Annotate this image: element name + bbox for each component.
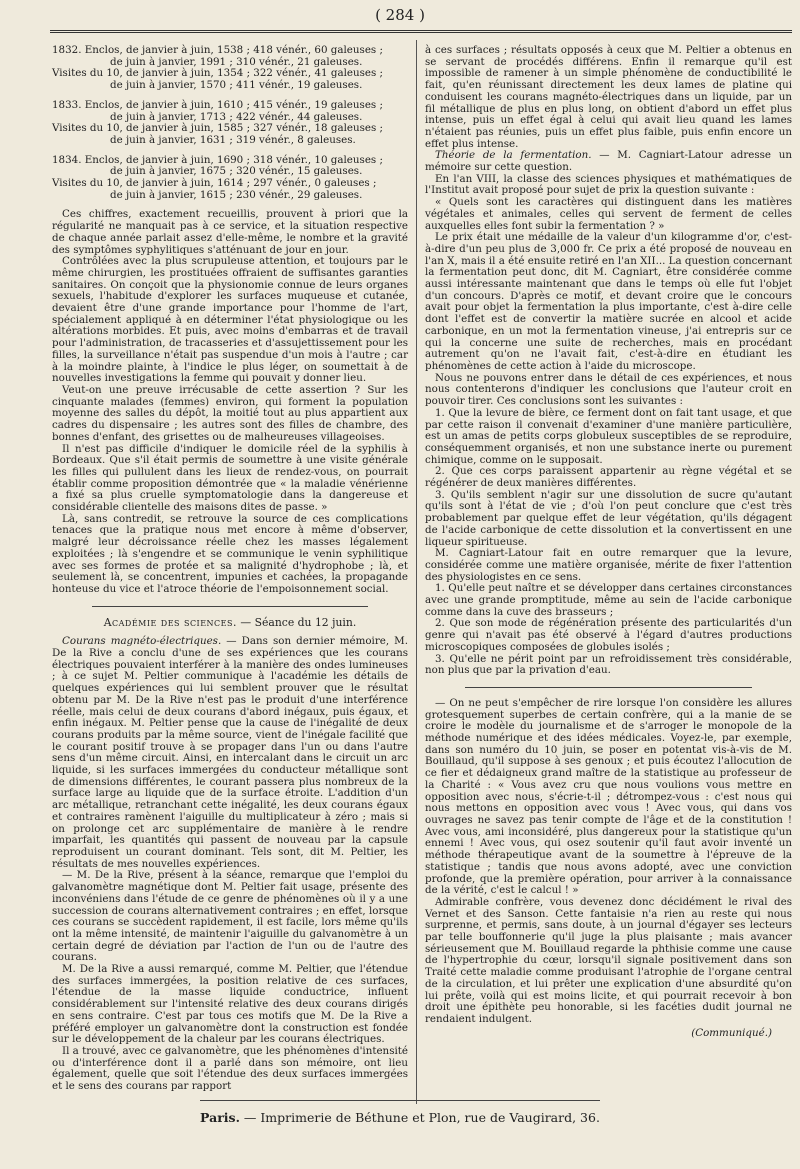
stat-text: de juin à janvier, 1713 ; 422 vénér., 44 galeuses. <box>110 110 363 123</box>
footer-city: Paris. <box>200 1110 240 1125</box>
section-divider <box>465 687 752 688</box>
paragraph: M. Cagniart-Latour fait en outre remarquer que la levure, considérée comme une matière organisée, mérite de fixer l'attention des physiologistes en ce sens. <box>425 547 792 583</box>
paragraph: à ces surfaces ; résultats opposés à ceux que M. Peltier a obtenus en se servant de procédés différens. Enfin il remarque qu'il est impossible de ramener à un simple phénomène de conductibilité le fait, qu'en réunissant directement les deux lames de platine qui conduisent les courans magnéto-électriques dans un liquide, par un fil métallique de plus en plus long, on obtient d'abord un effet plus intense, puis un effet égal à celui qui avait lieu quand les lames n'étaient pas réunies, puis un effet plus faible, puis enfin encore un effet plus intense. <box>425 44 792 150</box>
conclusions-list <box>425 408 792 548</box>
paragraph-text: — Dans son dernier mémoire, M. De la Rive a conclu d'une de ses expériences que les courans électriques pouvaient interférer à la manière des ondes lumineuses ; à ce sujet M. Peltier communique à l'académie les détails de quelques expériences qui lui semblent prouver que le résultat obtenu par M. De la Rive n'est pas le produit d'une interférence réelle, mais celui de deux courans d'abord inégaux, puis égaux, et enfin inégaux. M. Peltier pense que la cause de l'inégalité de deux courans produits par la même source, vient de l'inégale facilité que le courant positif trouve à se propager dans l'un ou dans l'autre sens d'un même circuit. Ainsi, en intercalant dans le circuit un arc liquide, si les surfaces immergées du conducteur métallique sont de dimensions différentes, le courant passera plus nombreux de la surface large au liquide que de la surface étroite. L'addition d'un arc métallique, retranchant cette inégalité, les deux courans égaux et contraires ramènent l'aiguille du multiplicateur à zéro ; mais si on prolonge cet arc supplémentaire de manière à le rendre imparfait, les quantités qui passent de nouveau par la capsule reproduisent un courant dominant. Tels sont, dit M. Peltier, les résultats de mes nouvelles expériences. <box>52 635 408 870</box>
paragraph: Là, sans contredit, se retrouve la source de ces complications tenaces que la pratique nous met encore à même d'observer, malgré leur décroissance réelle chez les masses légalement exploitées ; là s'engendre et se communique le venin syphilitique avec ses formes de protée et sa malignité d'hydrophobe ; là, et seulement là, se concentrent, impunies et cachées, la propagande honteuse du vice et l'atroce théorie de l'empoisonnement social. <box>52 512 408 595</box>
stat-text: Visites du 10, de janvier à juin, 1585 ; 327 vénér., 18 galeuses ; <box>52 122 384 135</box>
stat-text: 1832. Enclos, de janvier à juin, 1538 ; 418 vénér., 60 galeuses ; <box>52 44 383 56</box>
section-heading-date: — Séance du 12 juin. <box>236 615 357 629</box>
list-item: 1. Que la levure de bière, ce ferment dont on fait tant usage, et que par cette raison il convenait d'examiner d'une manière particulière, est un amas de petits corps globuleux susceptibles de se reproduire, conséquemment organisés, et non une substance inerte ou purement chimique, comme on le supposait. <box>425 406 792 466</box>
paragraph: — M. De la Rive, présent à la séance, remarque que l'emploi du galvanomètre magnétique dont M. Peltier fait usage, présente des inconvéniens dans l'étude de ce genre de phénomènes où il y a une succession de courans alternativement contraires ; en effet, lorsque ces courans se succèdent rapidement, il est facile, lors même qu'ils ont la même intensité, de maintenir l'aiguille du galvanomètre à un certain degré de déviation par l'action de l'un ou de l'autre des courans. <box>52 869 408 964</box>
list-item: 2. Que ces corps paraissent appartenir au règne végétal et se régénérer de deux manières différentes. <box>425 465 792 490</box>
right-column <box>425 45 792 1039</box>
stat-line <box>52 45 408 68</box>
stat-text: Visites du 10, de janvier à juin, 1354 ; 322 vénér., 41 galeuses ; <box>52 67 384 80</box>
statistics-block <box>52 45 408 201</box>
page-number: ( 284 ) <box>375 6 425 24</box>
footer-rule <box>200 1100 600 1101</box>
stat-text: de juin à janvier, 1570 ; 411 vénér., 19 galeuses. <box>110 79 363 92</box>
stat-text: de juin à janvier, 1991 ; 310 vénér., 21 galeuses. <box>110 55 363 68</box>
section-heading-caps: Académie des sciences. <box>103 615 237 629</box>
paragraph: Admirable confrère, vous devenez donc décidément le rival des Vernet et des Sanson. Cette fantaisie n'a rien au reste qui nous surprenne, et permis, sans doute, à un journal d'égayer ses lecteurs par telle bouffonnerie qu'il juge la plus plaisante ; mais avancer sérieusement que M. Bouillaud regarde la phthisie comme une cause de l'hypertrophie du cœur, lorsqu'il signale positivement dans son Traité cette maladie comme produisant l'atrophie de l'organe central de la circulation, et lui prêter une explication d'une absurdité qu'on lui prête, voilà qui est moins licite, et qui pourrait recevoir à bon droit une épithète peu honorable, si les facéties dudit journal ne rendaient indulgent. <box>425 895 792 1025</box>
paragraph: « Quels sont les caractères qui distinguent dans les matières végétales et animales, celles qui servent de ferment de celles auxquelles elles font subir la fermentation ? » <box>425 196 792 232</box>
signature: (Communiqué.) <box>691 1026 772 1039</box>
column-divider <box>416 40 417 1104</box>
paragraph: — On ne peut s'empêcher de rire lorsque l'on considère les allures grotesquement superbes de certain confrère, qui a la manie de se croire le modèle du journalisme et de s'arroger le monopole de la méthode numérique et des idées médicales. Voyez-le, par exemple, dans son numéro du 10 juin, se poser en potentat vis-à-vis de M. Bouillaud, qu'il suppose à ses genoux ; et puis écoutez l'allocution de ce fier et dédaigneux grand maître de la statistique au professeur de la Charité : « Vous avez cru que nous voulions vous mettre en opposition avec nous, s'écrie-t-il ; détrompez-vous : c'est nous qui nous mettons en opposition avec vous ! Avec vous, qui dans vos ouvrages ne savez pas tenir compte de l'âge et de la constitution ! Avec vous, ami inconsidéré, plus dangereux pour la statistique qu'un ennemi ! Avec vous, qui osez soutenir qu'il faut avoir inventé un méthode thérapeutique avant de la soumettre à l'épreuve de la statistique ; tandis que nous avons adopté, avec une conviction profonde, que la première opération, pour arriver à la connaissance de la vérité, c'est le calcul ! » <box>425 696 792 897</box>
top-rule <box>50 30 792 33</box>
list-item: 3. Qu'elle ne périt point par un refroidissement très considérable, non plus que par la privation d'eau. <box>425 652 792 677</box>
article-title: Courans magnéto-électriques. <box>62 635 222 648</box>
paragraph <box>52 636 408 870</box>
paragraph-text: — M. Cagniart-Latour adresse un mémoire sur cette question. <box>425 149 792 174</box>
stat-text: 1834. Enclos, de janvier à juin, 1690 ; 318 vénér., 10 galeuses ; <box>52 153 383 166</box>
imprint-footer <box>0 1110 800 1125</box>
article-title: Théorie de la fermentation. <box>435 149 592 162</box>
stat-line <box>52 178 408 201</box>
paragraph: Nous ne pouvons entrer dans le détail de ces expériences, et nous nous contenterons d'indiquer les conclusions que l'auteur croit en pouvoir tirer. Ces conclusions sont les suivantes : <box>425 371 792 408</box>
list-item: 1. Qu'elle peut naître et se développer dans certaines circonstances avec une grande promptitude, même au sein de l'acide carbonique comme dans la cuve des brasseurs ; <box>425 582 792 618</box>
paragraph: Il a trouvé, avec ce galvanomètre, que les phénomènes d'intensité ou d'interférence dont il a parlé dans son mémoire, ont lieu également, quelle que soit l'étendue des deux surfaces immergées et le sens des courans par rapport <box>52 1044 408 1093</box>
properties-list <box>425 583 792 677</box>
stat-text: Visites du 10, de janvier à juin, 1614 ; 297 vénér., 0 galeuses ; <box>52 177 377 190</box>
stat-text: de juin à janvier, 1675 ; 320 vénér., 15 galeuses. <box>110 165 363 178</box>
paragraph: Le prix était une médaille de la valeur d'un kilogramme d'or, c'est-à-dire d'un peu plus de 3,000 fr. Ce prix a été proposé de nouveau en l'an X, mais il a été ensuite retiré en l'an XII... La question concernant la fermentation peut donc, dit M. Cagniart, être considérée comme aussi intéressante maintenant que dans le temps où elle fut l'objet d'un concours. D'après ce motif, et devant croire que le concours avait pour objet la fermentation la plus importante, c'est à-dire celle dont l'effet est de convertir la matière sucrée en alcool et acide carbonique, en un mot la fermentation vineuse, j'ai entrepris sur ce qui la concerne une suite de recherches, mais en procédant autrement qu'on ne l'avait fait, c'est-à-dire en étudiant les phénomènes de cette action à l'aide du microscope. <box>425 231 792 372</box>
stat-line <box>52 100 408 123</box>
stat-line <box>52 155 408 178</box>
stat-line <box>52 123 408 146</box>
section-heading <box>52 617 408 629</box>
stat-text: de juin à janvier, 1631 ; 319 vénér., 8 galeuses. <box>110 133 356 146</box>
paragraph: Veut-on une preuve irrécusable de cette assertion ? Sur les cinquante malades (femmes) environ, qui forment la population moyenne des salles du dépôt, la moitié tout au plus appartient aux cadres du dispensaire ; les autres sont des filles de chambre, des bonnes d'enfant, des grisettes ou de malheureuses villageoises. <box>52 383 408 443</box>
paragraph: En l'an VIII, la classe des sciences physiques et mathématiques de l'Institut avait proposé pour sujet de prix la question suivante : <box>425 172 792 197</box>
paragraph <box>425 150 792 173</box>
stat-line <box>52 68 408 91</box>
section-divider <box>92 606 368 607</box>
footer-text: — Imprimerie de Béthune et Plon, rue de Vaugirard, 36. <box>239 1110 600 1125</box>
paragraph: Ces chiffres, exactement recueillis, prouvent à priori que la régularité ne manquait pas à ce service, et la situation respective de chaque année parlait assez d'elle-même, le nombre et la gravité des symptômes syphylitiques s'atténuant de jour en jour. <box>52 208 408 256</box>
stat-text: de juin à janvier, 1615 ; 230 vénér., 29 galeuses. <box>110 188 363 201</box>
paragraph: M. De la Rive a aussi remarqué, comme M. Peltier, que l'étendue des surfaces immergées, la position relative de ces surfaces, l'étendue de la masse liquide conductrice, influent considérablement sur l'intensité relative des deux courans dirigés en sens contraire. C'est par tous ces motifs que M. De la Rive a préféré employer un galvanomètre dont la construction est fondée sur le développement de la chaleur par les courans électriques. <box>52 963 408 1046</box>
paragraph: Contrôlées avec la plus scrupuleuse attention, et toujours par le même chirurgien, les prostituées offraient de suffisantes garanties sanitaires. On conçoit que la physionomie connue de leurs organes sexuels, l'habitude d'explorer les surfaces muqueuse et cutanée, devaient être d'une grande importance pour l'homme de l'art, spécialement appliqué à en déterminer l'état physiologique ou les altérations morbides. Et puis, avec moins d'embarras et de travail pour l'administration, de tracasseries et d'assujettissement pour les filles, la surveillance n'était pas suspendue d'un mois à l'autre ; car à la moindre plainte, à l'indice le plus léger, on soumettait à de nouvelles investigations la femme qui pouvait y donner lieu. <box>52 255 408 385</box>
paragraph: Il n'est pas difficile d'indiquer le domicile réel de la syphilis à Bordeaux. Que s'il était permis de soumettre à une visite générale les filles qui pullulent dans les lieux de rendez-vous, on pourrait établir comme proposition démontrée que « la maladie vénérienne a fixé sa plus cruelle symptomatologie dans la dangereuse et considérable clientelle des maisons dites de passe. » <box>52 442 408 514</box>
list-item: 3. Qu'ils semblent n'agir sur une dissolution de sucre qu'autant qu'ils sont à l'état de vie ; d'où l'on peut conclure que c'est très probablement par quelque effet de leur végétation, qu'ils dégagent de l'acide carbonique de cette dissolution et la convertissent en une liqueur spiritueuse. <box>425 488 792 548</box>
list-item: 2. Que son mode de régénération présente des particularités d'un genre qui n'avait pas été observé à l'égard d'autres productions microscopiques composées de globules isolés ; <box>425 617 792 653</box>
stat-text: 1833. Enclos, de janvier à juin, 1610 ; 415 vénér., 19 galeuses ; <box>52 98 383 111</box>
left-column <box>52 45 408 1093</box>
